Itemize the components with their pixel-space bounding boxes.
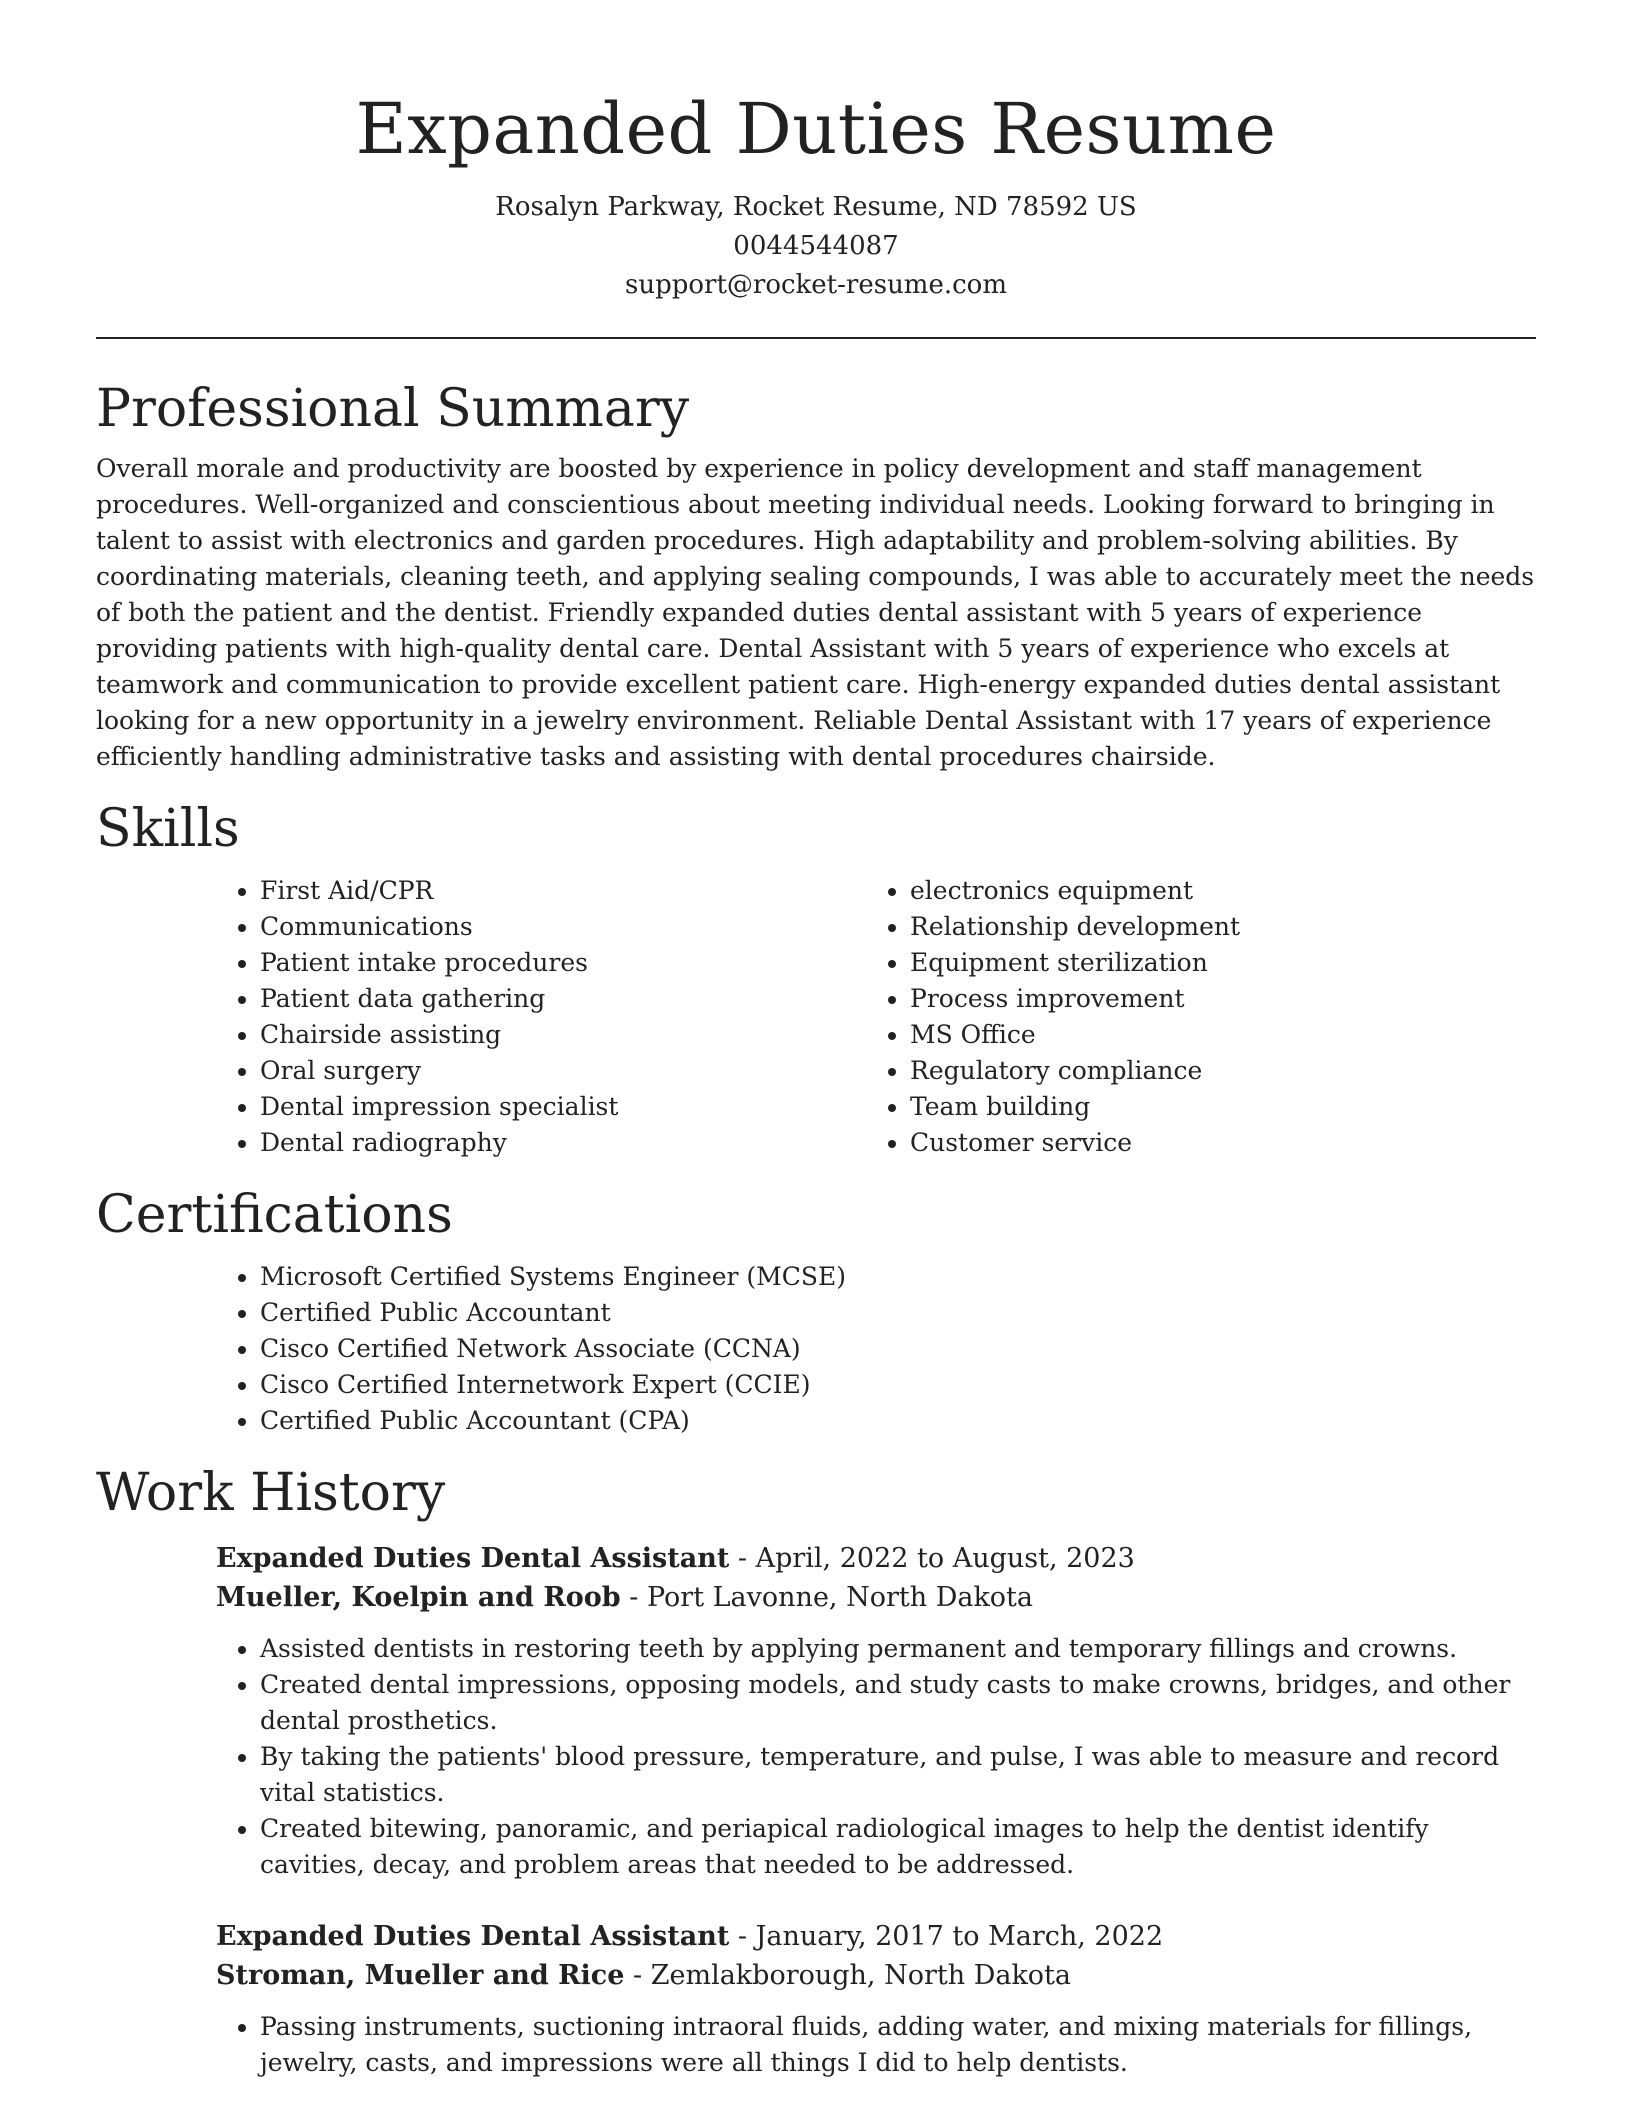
job-company: Mueller, Koelpin and Roob	[216, 1582, 621, 1613]
certification-item: • Cisco Certified Network Associate (CCNA)	[260, 1331, 1536, 1367]
skill-item: • electronics equipment	[910, 873, 1516, 909]
address: Rosalyn Parkway, Rocket Resume, ND 78592 US	[495, 192, 1137, 222]
skills-list-right	[866, 873, 1516, 1161]
skill-item: • Patient data gathering	[260, 981, 866, 1017]
skill-item: • Oral surgery	[260, 1053, 866, 1089]
summary-section	[96, 377, 1536, 775]
job-company-line	[216, 1956, 1536, 1995]
job-role: Expanded Duties Dental Assistant	[216, 1543, 730, 1574]
resume-header	[96, 0, 1536, 305]
job-company: Stroman, Mueller and Rice	[216, 1960, 625, 1991]
job-company-line	[216, 1578, 1536, 1617]
work-history-heading: Work History	[96, 1463, 446, 1523]
summary-heading: Professional Summary	[96, 379, 690, 439]
skill-item: • First Aid/CPR	[260, 873, 866, 909]
job-bullets	[216, 2009, 1536, 2081]
skill-item: • Dental impression specialist	[260, 1089, 866, 1125]
skill-item: • MS Office	[910, 1017, 1516, 1053]
skill-item: • Patient intake procedures	[260, 945, 866, 981]
email: support@rocket-resume.com	[624, 270, 1007, 300]
job-bullet: • Assisted dentists in restoring teeth by applying permanent and temporary fillings and crowns.	[260, 1631, 1536, 1667]
certifications-list	[216, 1259, 1536, 1439]
skill-item: • Equipment sterilization	[910, 945, 1516, 981]
certification-item: • Microsoft Certified Systems Engineer (MCSE)	[260, 1259, 1536, 1295]
phone: 0044544087	[733, 231, 899, 261]
job-title-line	[216, 1917, 1536, 1956]
certification-item: • Certified Public Accountant	[260, 1295, 1536, 1331]
job-location: - Zemlakborough, North Dakota	[624, 1960, 1072, 1991]
skill-item: • Dental radiography	[260, 1125, 866, 1161]
job-bullet: • By taking the patients' blood pressure, temperature, and pulse, I was able to measure and record vital statistics.	[260, 1739, 1536, 1811]
job-bullet: • Passing instruments, suctioning intraoral fluids, adding water, and mixing materials for fillings, jewelry, casts, and impressions were all things I did to help dentists.	[260, 2009, 1536, 2081]
job-role: Expanded Duties Dental Assistant	[216, 1921, 730, 1952]
skill-item: • Relationship development	[910, 909, 1516, 945]
job-bullet: • Created dental impressions, opposing models, and study casts to make crowns, bridges, and other dental prosthetics.	[260, 1667, 1536, 1739]
skill-item: • Regulatory compliance	[910, 1053, 1516, 1089]
skill-item: • Communications	[260, 909, 866, 945]
skill-item: • Chairside assisting	[260, 1017, 866, 1053]
certification-item: • Cisco Certified Internetwork Expert (CCIE)	[260, 1367, 1536, 1403]
header-divider	[96, 337, 1536, 339]
job-location: - Port Lavonne, North Dakota	[620, 1582, 1034, 1613]
certification-item: • Certified Public Accountant (CPA)	[260, 1403, 1536, 1439]
skills-list-left	[216, 873, 866, 1161]
skill-item: • Process improvement	[910, 981, 1516, 1017]
skills-section	[96, 797, 1536, 1161]
skills-columns	[216, 873, 1536, 1161]
contact-block	[96, 188, 1536, 305]
skill-item: • Customer service	[910, 1125, 1516, 1161]
skill-item: • Team building	[910, 1089, 1516, 1125]
summary-text: Overall morale and productivity are boosted by experience in policy development and staff management procedures. Well-organized and conscientious about meeting individual needs. Looking forward to bringing in talent to assist with electronics and garden procedures. High adaptability and problem-solving abilities. By coordinating materials, cleaning teeth, and applying sealing compounds, I was able to accurately meet the needs of both the patient and the dentist. Friendly expanded duties dental assistant with 5 years of experience providing patients with high-quality dental care. Dental Assistant with 5 years of experience who excels at teamwork and communication to provide excellent patient care. High-energy expanded duties dental assistant looking for a new opportunity in a jewelry environment. Reliable Dental Assistant with 17 years of experience efficiently handling administrative tasks and assisting with dental procedures chairside.	[96, 454, 1535, 771]
job-bullet: • Created bitewing, panoramic, and periapical radiological images to help the dentist identify cavities, decay, and problem areas that needed to be addressed.	[260, 1811, 1536, 1883]
skills-heading: Skills	[96, 799, 240, 859]
job-entry	[216, 1539, 1536, 1883]
job-dates: - April, 2022 to August, 2023	[729, 1543, 1135, 1574]
certifications-heading: Certifications	[96, 1185, 453, 1245]
work-history-section	[96, 1461, 1536, 2081]
certifications-section	[96, 1183, 1536, 1439]
job-bullets	[216, 1631, 1536, 1883]
job-dates: - January, 2017 to March, 2022	[729, 1921, 1164, 1952]
job-entry	[216, 1917, 1536, 2081]
job-title-line	[216, 1539, 1536, 1578]
resume-title: Expanded Duties Resume	[355, 88, 1277, 170]
